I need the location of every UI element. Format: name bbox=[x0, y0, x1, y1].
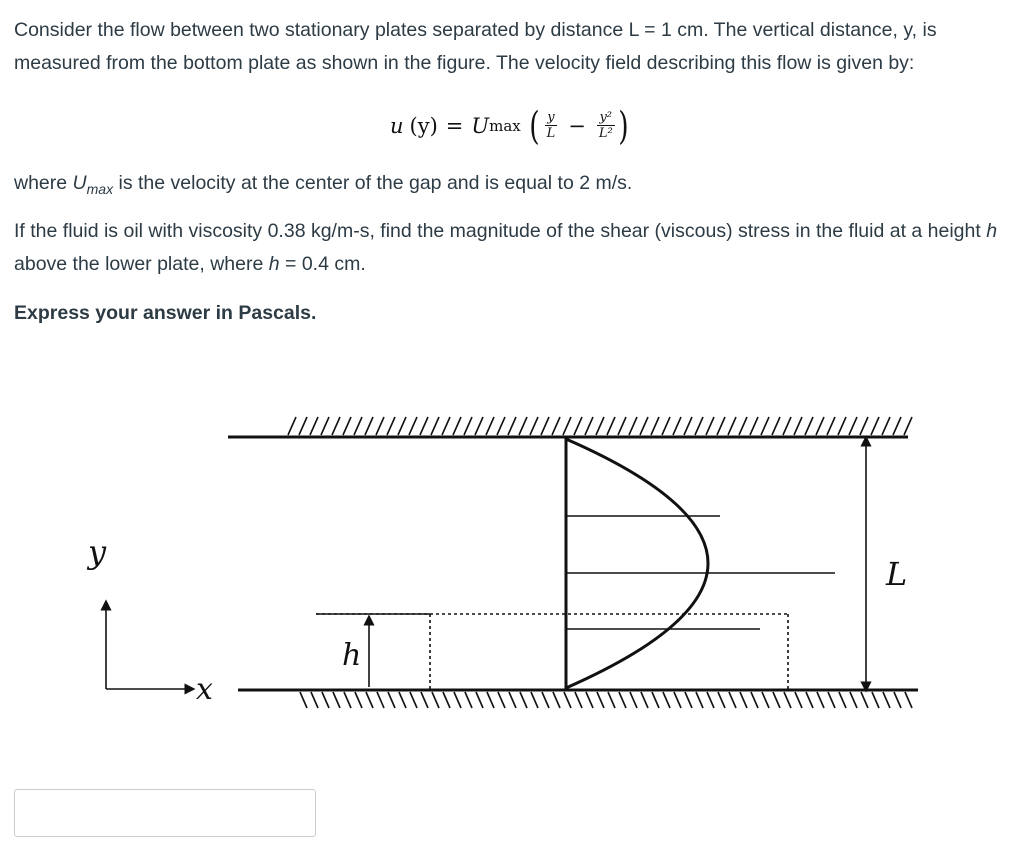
top-plate-hatch bbox=[684, 417, 692, 435]
top-plate-hatch bbox=[871, 417, 879, 435]
bottom-plate-hatch bbox=[751, 692, 758, 708]
top-plate-hatch bbox=[398, 417, 406, 435]
bottom-plate-hatch bbox=[377, 692, 384, 708]
top-plate-hatch bbox=[497, 417, 505, 435]
bottom-plate-hatch bbox=[487, 692, 494, 708]
bottom-plate-hatch bbox=[311, 692, 318, 708]
bottom-plate-hatch bbox=[905, 692, 912, 708]
L-dimension-arrow bbox=[866, 441, 907, 687]
top-plate-hatch bbox=[486, 417, 494, 435]
top-plate-hatch bbox=[464, 417, 472, 435]
bottom-plate-hatch bbox=[564, 692, 571, 708]
top-plate-hatch bbox=[717, 417, 725, 435]
top-plate-hatch bbox=[706, 417, 714, 435]
top-plate-hatch bbox=[310, 417, 318, 435]
coordinate-axes bbox=[86, 533, 213, 707]
question-text bbox=[14, 215, 1014, 281]
bottom-plate-hatch bbox=[355, 692, 362, 708]
bottom-plate-hatch bbox=[531, 692, 538, 708]
umax-symbol: U bbox=[72, 172, 87, 194]
top-plate bbox=[228, 417, 912, 437]
bottom-plate bbox=[238, 690, 918, 708]
formula-equals: = bbox=[445, 114, 464, 138]
bottom-plate-hatch bbox=[696, 692, 703, 708]
bottom-plate-hatch bbox=[839, 692, 846, 708]
bottom-plate-hatch bbox=[773, 692, 780, 708]
bottom-plate-hatch bbox=[575, 692, 582, 708]
bottom-plate-hatch bbox=[366, 692, 373, 708]
bottom-plate-hatch bbox=[465, 692, 472, 708]
top-plate-hatch bbox=[541, 417, 549, 435]
h-reference-lines bbox=[316, 614, 790, 690]
formula-fraction-2 bbox=[597, 111, 615, 141]
top-plate-hatch bbox=[299, 417, 307, 435]
top-plate-hatch bbox=[442, 417, 450, 435]
bottom-plate-hatch bbox=[630, 692, 637, 708]
top-plate-hatch bbox=[321, 417, 329, 435]
bottom-plate-hatch bbox=[641, 692, 648, 708]
bottom-plate-hatch bbox=[894, 692, 901, 708]
question-text-c: = 0.4 cm. bbox=[279, 253, 366, 275]
top-plate-hatch bbox=[420, 417, 428, 435]
top-plate-hatch bbox=[343, 417, 351, 435]
formula-fraction-1 bbox=[545, 111, 558, 141]
bottom-plate-hatch bbox=[344, 692, 351, 708]
bottom-plate-hatch bbox=[817, 692, 824, 708]
bottom-plate-hatch bbox=[333, 692, 340, 708]
top-plate-hatch bbox=[607, 417, 615, 435]
bottom-plate-hatch bbox=[663, 692, 670, 708]
top-plate-hatch bbox=[838, 417, 846, 435]
top-plate-hatch bbox=[431, 417, 439, 435]
flow-diagram bbox=[60, 395, 940, 740]
bottom-plate-hatch bbox=[795, 692, 802, 708]
top-plate-hatch bbox=[552, 417, 560, 435]
bottom-plate-hatch bbox=[674, 692, 681, 708]
bottom-plate-hatch bbox=[509, 692, 516, 708]
bottom-plate-hatch bbox=[542, 692, 549, 708]
top-plate-hatch bbox=[904, 417, 912, 435]
bottom-plate-hatch bbox=[586, 692, 593, 708]
frac1-denominator: L bbox=[546, 126, 556, 141]
top-plate-hatch bbox=[739, 417, 747, 435]
bottom-plate-hatch bbox=[718, 692, 725, 708]
top-plate-hatch bbox=[673, 417, 681, 435]
top-plate-hatch bbox=[596, 417, 604, 435]
y-axis-label: y bbox=[88, 533, 107, 571]
bottom-plate-hatch bbox=[872, 692, 879, 708]
formula-minus: − bbox=[568, 114, 586, 138]
bottom-plate-hatch bbox=[883, 692, 890, 708]
bottom-plate-hatch bbox=[861, 692, 868, 708]
bottom-plate-hatch bbox=[498, 692, 505, 708]
top-plate-hatch bbox=[783, 417, 791, 435]
bottom-plate-hatch bbox=[850, 692, 857, 708]
top-plate-hatch bbox=[563, 417, 571, 435]
bottom-plate-hatch bbox=[520, 692, 527, 708]
top-plate-hatch bbox=[651, 417, 659, 435]
bottom-plate-hatch bbox=[828, 692, 835, 708]
umax-subscript: max bbox=[86, 180, 114, 197]
top-plate-hatch bbox=[475, 417, 483, 435]
top-plate-hatch bbox=[508, 417, 516, 435]
question-text-b: above the lower plate, where bbox=[14, 253, 269, 275]
top-plate-hatch bbox=[750, 417, 758, 435]
L-label: L bbox=[886, 555, 908, 593]
formula-arg: (y) bbox=[409, 114, 438, 138]
top-plate-hatch bbox=[629, 417, 637, 435]
umax-description bbox=[14, 167, 1014, 206]
frac2-denominator: L² bbox=[598, 126, 613, 141]
bottom-plate-hatch bbox=[300, 692, 307, 708]
top-plate-hatch bbox=[530, 417, 538, 435]
bottom-plate-hatch bbox=[806, 692, 813, 708]
top-plate-hatch bbox=[860, 417, 868, 435]
top-plate-hatch bbox=[761, 417, 769, 435]
top-plate-hatch bbox=[387, 417, 395, 435]
top-plate-hatch bbox=[816, 417, 824, 435]
top-plate-hatch bbox=[805, 417, 813, 435]
top-plate-hatch bbox=[893, 417, 901, 435]
bottom-plate-hatch bbox=[652, 692, 659, 708]
top-plate-hatch bbox=[332, 417, 340, 435]
question-h-symbol: h bbox=[986, 220, 998, 242]
bottom-plate-hatch bbox=[410, 692, 417, 708]
top-plate-hatch bbox=[849, 417, 857, 435]
frac2-numerator: y² bbox=[599, 110, 613, 125]
frac1-numerator: y bbox=[547, 110, 555, 125]
velocity-profile bbox=[566, 437, 835, 690]
umax-text-a: where bbox=[14, 172, 73, 194]
top-plate-hatch bbox=[695, 417, 703, 435]
top-plate-hatch bbox=[574, 417, 582, 435]
top-plate-hatch bbox=[827, 417, 835, 435]
formula-U-sub: max bbox=[489, 117, 521, 135]
top-plate-hatch bbox=[409, 417, 417, 435]
formula-open-paren: ( bbox=[528, 104, 540, 148]
bottom-plate-hatch bbox=[432, 692, 439, 708]
bottom-plate-hatch bbox=[454, 692, 461, 708]
bottom-plate-hatch bbox=[740, 692, 747, 708]
bottom-plate-hatch bbox=[608, 692, 615, 708]
bottom-plate-hatch bbox=[707, 692, 714, 708]
x-axis-label: x bbox=[196, 672, 213, 707]
bottom-plate-hatch bbox=[476, 692, 483, 708]
top-plate-hatch bbox=[794, 417, 802, 435]
top-plate-hatch bbox=[376, 417, 384, 435]
top-plate-hatch bbox=[354, 417, 362, 435]
question-h-symbol-2: h bbox=[268, 253, 280, 275]
bottom-plate-hatch bbox=[597, 692, 604, 708]
top-plate-hatch bbox=[618, 417, 626, 435]
bottom-plate-hatch bbox=[388, 692, 395, 708]
bottom-plate-hatch bbox=[399, 692, 406, 708]
bottom-plate-hatch bbox=[619, 692, 626, 708]
h-dimension-arrow bbox=[342, 620, 369, 687]
bottom-plate-hatch bbox=[729, 692, 736, 708]
bottom-plate-hatch bbox=[322, 692, 329, 708]
bottom-plate-hatch bbox=[762, 692, 769, 708]
bottom-plate-hatch bbox=[443, 692, 450, 708]
bottom-plate-hatch bbox=[553, 692, 560, 708]
top-plate-hatch bbox=[640, 417, 648, 435]
top-plate-hatch bbox=[288, 417, 296, 435]
top-plate-hatch bbox=[585, 417, 593, 435]
top-plate-hatch bbox=[882, 417, 890, 435]
question-text-a: If the fluid is oil with viscosity 0.38 kg/m-s, find the magnitude of the shear (viscous) stress in the fluid at a height bbox=[14, 220, 987, 242]
bottom-plate-hatch bbox=[784, 692, 791, 708]
top-plate-hatch bbox=[662, 417, 670, 435]
top-plate-hatch bbox=[772, 417, 780, 435]
top-plate-hatch bbox=[519, 417, 527, 435]
top-plate-hatch bbox=[365, 417, 373, 435]
velocity-formula bbox=[390, 96, 631, 156]
formula-u: u bbox=[390, 114, 404, 138]
h-label: h bbox=[342, 638, 362, 673]
bottom-plate-hatch bbox=[421, 692, 428, 708]
top-plate-hatch bbox=[728, 417, 736, 435]
problem-statement: Consider the flow between two stationary plates separated by distance L = 1 cm. The vertical distance, y, is measured from the bottom plate as shown in the figure. The velocity field describing this flow is given by: bbox=[14, 19, 937, 74]
formula-U: U bbox=[471, 114, 490, 138]
bottom-plate-hatch bbox=[685, 692, 692, 708]
top-plate-hatch bbox=[453, 417, 461, 435]
umax-text-b: is the velocity at the center of the gap and is equal to 2 m/s. bbox=[113, 172, 633, 194]
formula-close-paren: ) bbox=[617, 104, 629, 148]
answer-instruction: Express your answer in Pascals. bbox=[14, 302, 317, 324]
answer-input[interactable] bbox=[14, 789, 316, 837]
